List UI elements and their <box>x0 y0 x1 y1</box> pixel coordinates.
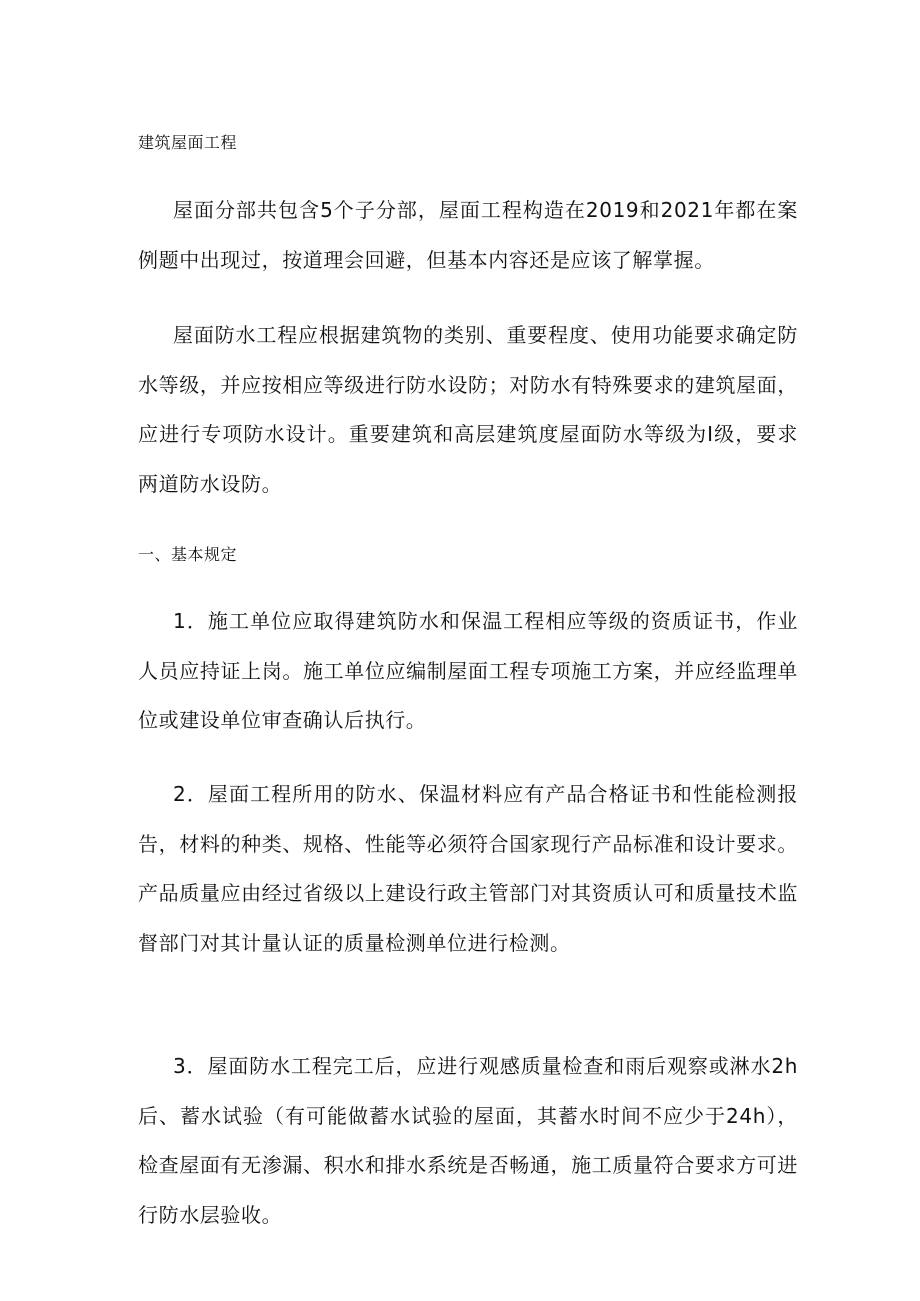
section-heading: 一、基本规定 <box>138 545 238 564</box>
list-item: 3．屋面防水工程完工后，应进行观感质量检查和雨后观察或淋水2h后、蓄水试验（有可能做蓄水试验的屋面，其蓄水时间不应少于24h），检查屋面有无渗漏、积水和排水系统是否畅通，施工质量符合要求方可进行防水层验收。 <box>138 1054 798 1227</box>
document-title: 建筑屋面工程 <box>138 133 238 152</box>
list-item: 2．屋面工程所用的防水、保温材料应有产品合格证书和性能检测报告，材料的种类、规格、性能等必须符合国家现行产品标准和设计要求。产品质量应由经过省级以上建设行政主管部门对其资质认可和质量技术监督部门对其计量认证的质量检测单位进行检测。 <box>138 782 798 955</box>
intro-paragraph-1: 屋面分部共包含5个子分部，屋面工程构造在2019和2021年都在案例题中出现过，按道理会回避，但基本内容还是应该了解掌握。 <box>138 198 798 272</box>
intro-paragraph-2: 屋面防水工程应根据建筑物的类别、重要程度、使用功能要求确定防水等级，并应按相应等级进行防水设防；对防水有特殊要求的建筑屋面，应进行专项防水设计。重要建筑和高层建筑度屋面防水等级为Ⅰ级，要求两道防水设防。 <box>138 323 798 496</box>
list-item: 1．施工单位应取得建筑防水和保温工程相应等级的资质证书，作业人员应持证上岗。施工单位应编制屋面工程专项施工方案，并应经监理单位或建设单位审查确认后执行。 <box>138 609 798 732</box>
